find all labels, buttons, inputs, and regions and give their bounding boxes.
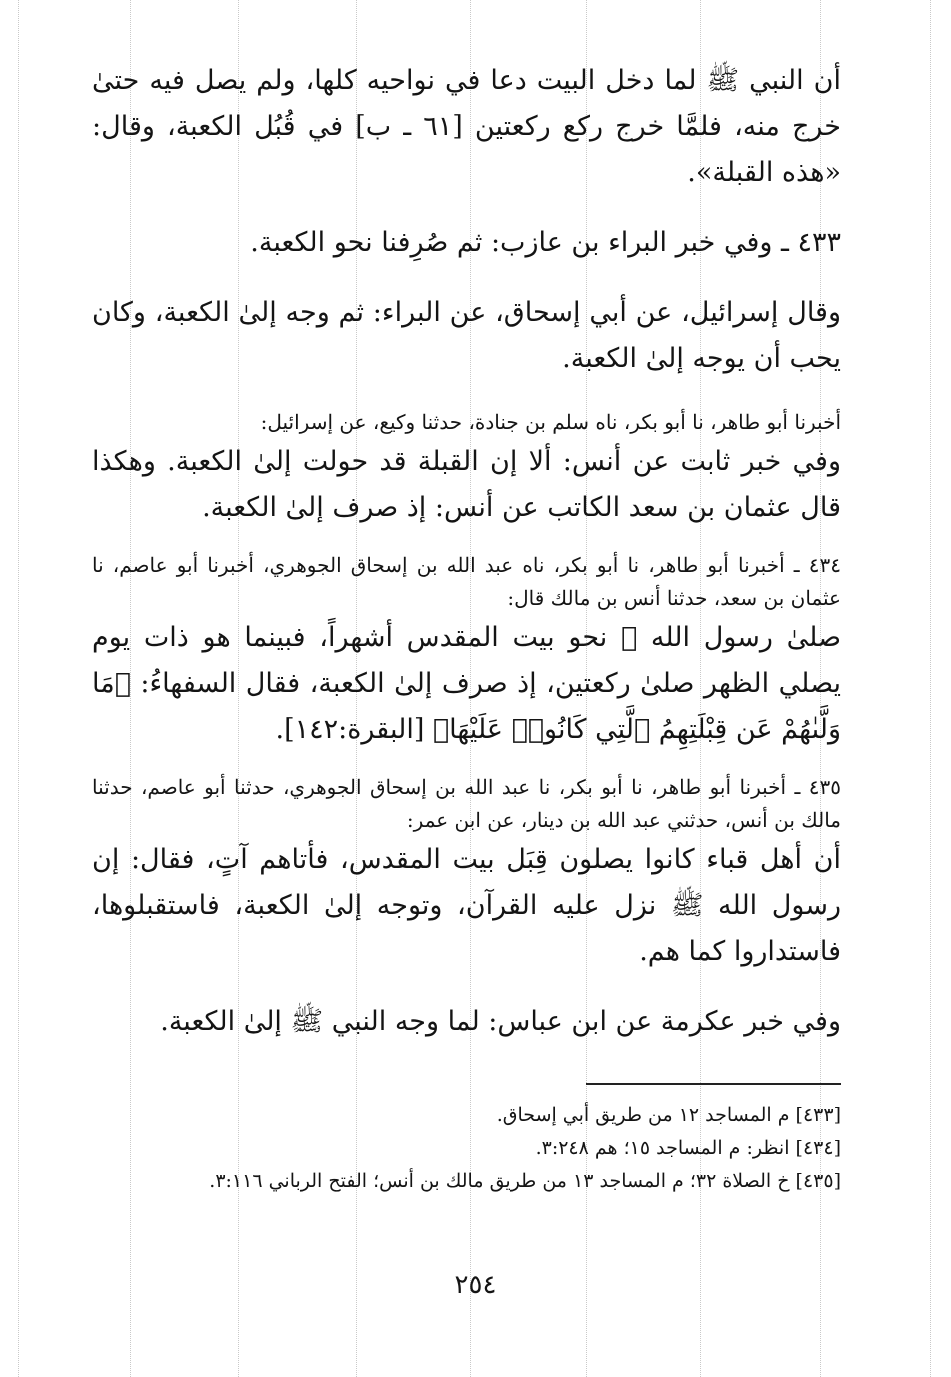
- text-paragraph: أن النبي ﷺ لما دخل البيت دعا في نواحيه كلها، ولم يصل فيه حتىٰ خرج منه، فلمَّا خرج ركع ركعتين [٦١ ـ ب] في قُبُل الكعبة، وقال: «هذه القبلة».: [92, 65, 841, 188]
- text-paragraph: ٤٣٣ ـ وفي خبر البراء بن عازب: ثم صُرِفنا نحو الكعبة.: [250, 227, 841, 258]
- footnote-separator: [586, 1083, 841, 1085]
- text-paragraph: وقال إسرائيل، عن أبي إسحاق، عن البراء: ثم وجه إلىٰ الكعبة، وكان يحب أن يوجه إلىٰ الكعبة.: [92, 297, 841, 374]
- footnote: [٤٣٣] م المساجد ١٢ من طريق أبي إسحاق.: [496, 1104, 841, 1126]
- isnad-paragraph: أخبرنا أبو طاهر، نا أبو بكر، ناه سلم بن جنادة، حدثنا وكيع، عن إسرائيل:: [260, 410, 841, 434]
- page-number: ٢٥٤: [454, 1270, 497, 1300]
- text-paragraph: وفي خبر عكرمة عن ابن عباس: لما وجه النبي ﷺ إلىٰ الكعبة.: [160, 1006, 841, 1037]
- text-paragraph: وفي خبر ثابت عن أنس: ألا إن القبلة قد حولت إلىٰ الكعبة. وهكذا قال عثمان بن سعد الكاتب عن أنس: إذ صرف إلىٰ الكعبة.: [92, 446, 841, 523]
- isnad-paragraph: ٤٣٤ ـ أخبرنا أبو طاهر، نا أبو بكر، ناه عبد الله بن إسحاق الجوهري، أخبرنا أبو عاصم، نا عثمان بن سعد، حدثنا أنس بن مالك قال:: [92, 553, 841, 610]
- footnote: [٤٣٤] انظر: م المساجد ١٥؛ هم ٣:٢٤٨.: [535, 1137, 841, 1159]
- footnotes: [92, 1099, 841, 1198]
- scan-guide-line: [930, 0, 931, 1377]
- text-paragraphs: [92, 58, 841, 1045]
- scan-guide-line: [18, 0, 19, 1377]
- page-body: [92, 58, 841, 1198]
- text-paragraph: صلىٰ رسول الله ﷺ نحو بيت المقدس أشهراً، فبينما هو ذات يوم يصلي الظهر صلىٰ ركعتين، إذ صرف إلىٰ الكعبة، فقال السفهاءُ: ﴿مَا وَلَّىٰهُمْ عَن قِبْلَتِهِمُ ٱلَّتِي كَانُوا۟ عَلَيْهَا﴾ [البقرة:١٤٢].: [92, 622, 841, 745]
- isnad-paragraph: ٤٣٥ ـ أخبرنا أبو طاهر، نا أبو بكر، نا عبد الله بن إسحاق الجوهري، حدثنا أبو عاصم، حدثنا مالك بن أنس، حدثني عبد الله بن دينار، عن ابن عمر:: [92, 775, 841, 832]
- text-paragraph: أن أهل قباء كانوا يصلون قِبَل بيت المقدس، فأتاهم آتٍ، فقال: إن رسول الله ﷺ نزل عليه القرآن، وتوجه إلىٰ الكعبة، فاستقبلوها، فاستداروا كما هم.: [92, 844, 841, 967]
- footnote: [٤٣٥] خ الصلاة ٣٢؛ م المساجد ١٣ من طريق مالك بن أنس؛ الفتح الرباني ٣:١١٦.: [209, 1170, 841, 1192]
